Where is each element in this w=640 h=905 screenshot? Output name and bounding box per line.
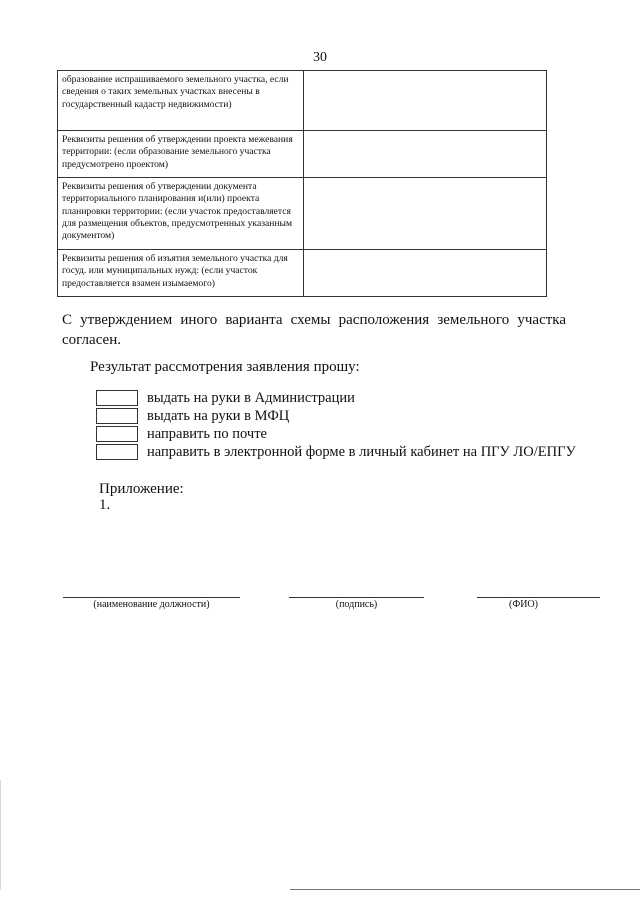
delivery-option-mfc [96, 407, 576, 425]
row-label: Реквизиты решения об утверждении документа территориального планирования и(или) проекта планировки территории: (если участок предоставляется для размещения объектов, предусмотренных указанным документом) [58, 178, 304, 250]
consent-statement: С утверждением иного варианта схемы расположения земельного участка [62, 312, 566, 328]
scan-edge-mark [0, 780, 1, 890]
option-label: выдать на руки в Администрации [147, 389, 355, 406]
table-row [58, 178, 547, 250]
row-label: образование испрашиваемого земельного участка, если сведения о таких земельных участках внесены в государственный кадастр недвижимости) [58, 71, 304, 131]
name-caption: (ФИО) [508, 599, 538, 610]
delivery-option-mail [96, 425, 576, 443]
row-label: Реквизиты решения об утверждении проекта межевания территории: (если образование земельного участка предусмотрено проектом) [58, 131, 304, 178]
position-caption: (наименование должности) [93, 599, 210, 610]
signature-line[interactable] [289, 597, 424, 598]
page-number: 30 [313, 50, 327, 65]
row-value-field[interactable] [304, 131, 547, 178]
option-checkbox[interactable] [96, 390, 138, 406]
position-signature-line[interactable] [63, 597, 240, 598]
option-checkbox[interactable] [96, 444, 138, 460]
row-label: Реквизиты решения об изъятия земельного участка для госуд. или муниципальных нужд: (если участок предоставляется взамен изымаемого) [58, 250, 304, 297]
scan-edge-line [290, 889, 640, 890]
attachment-item[interactable]: 1. [99, 497, 111, 513]
row-value-field[interactable] [304, 250, 547, 297]
table-row [58, 131, 547, 178]
option-label: выдать на руки в МФЦ [147, 407, 290, 424]
delivery-option-electronic [96, 443, 576, 461]
table-row [58, 250, 547, 297]
result-request-title: Результат рассмотрения заявления прошу: [90, 359, 360, 375]
option-label: направить в электронной форме в личный кабинет на ПГУ ЛО/ЕПГУ [147, 443, 576, 460]
row-value-field[interactable] [304, 178, 547, 250]
table-row [58, 71, 547, 131]
option-label: направить по почте [147, 425, 267, 442]
signature-caption: (подпись) [335, 599, 378, 610]
option-checkbox[interactable] [96, 426, 138, 442]
delivery-option-administration [96, 389, 576, 407]
attachment-title: Приложение: [99, 481, 184, 497]
name-signature-line[interactable] [477, 597, 600, 598]
consent-statement-end: согласен. [62, 332, 121, 348]
option-checkbox[interactable] [96, 408, 138, 424]
row-value-field[interactable] [304, 71, 547, 131]
delivery-options [96, 389, 576, 461]
requisites-table [57, 70, 547, 297]
